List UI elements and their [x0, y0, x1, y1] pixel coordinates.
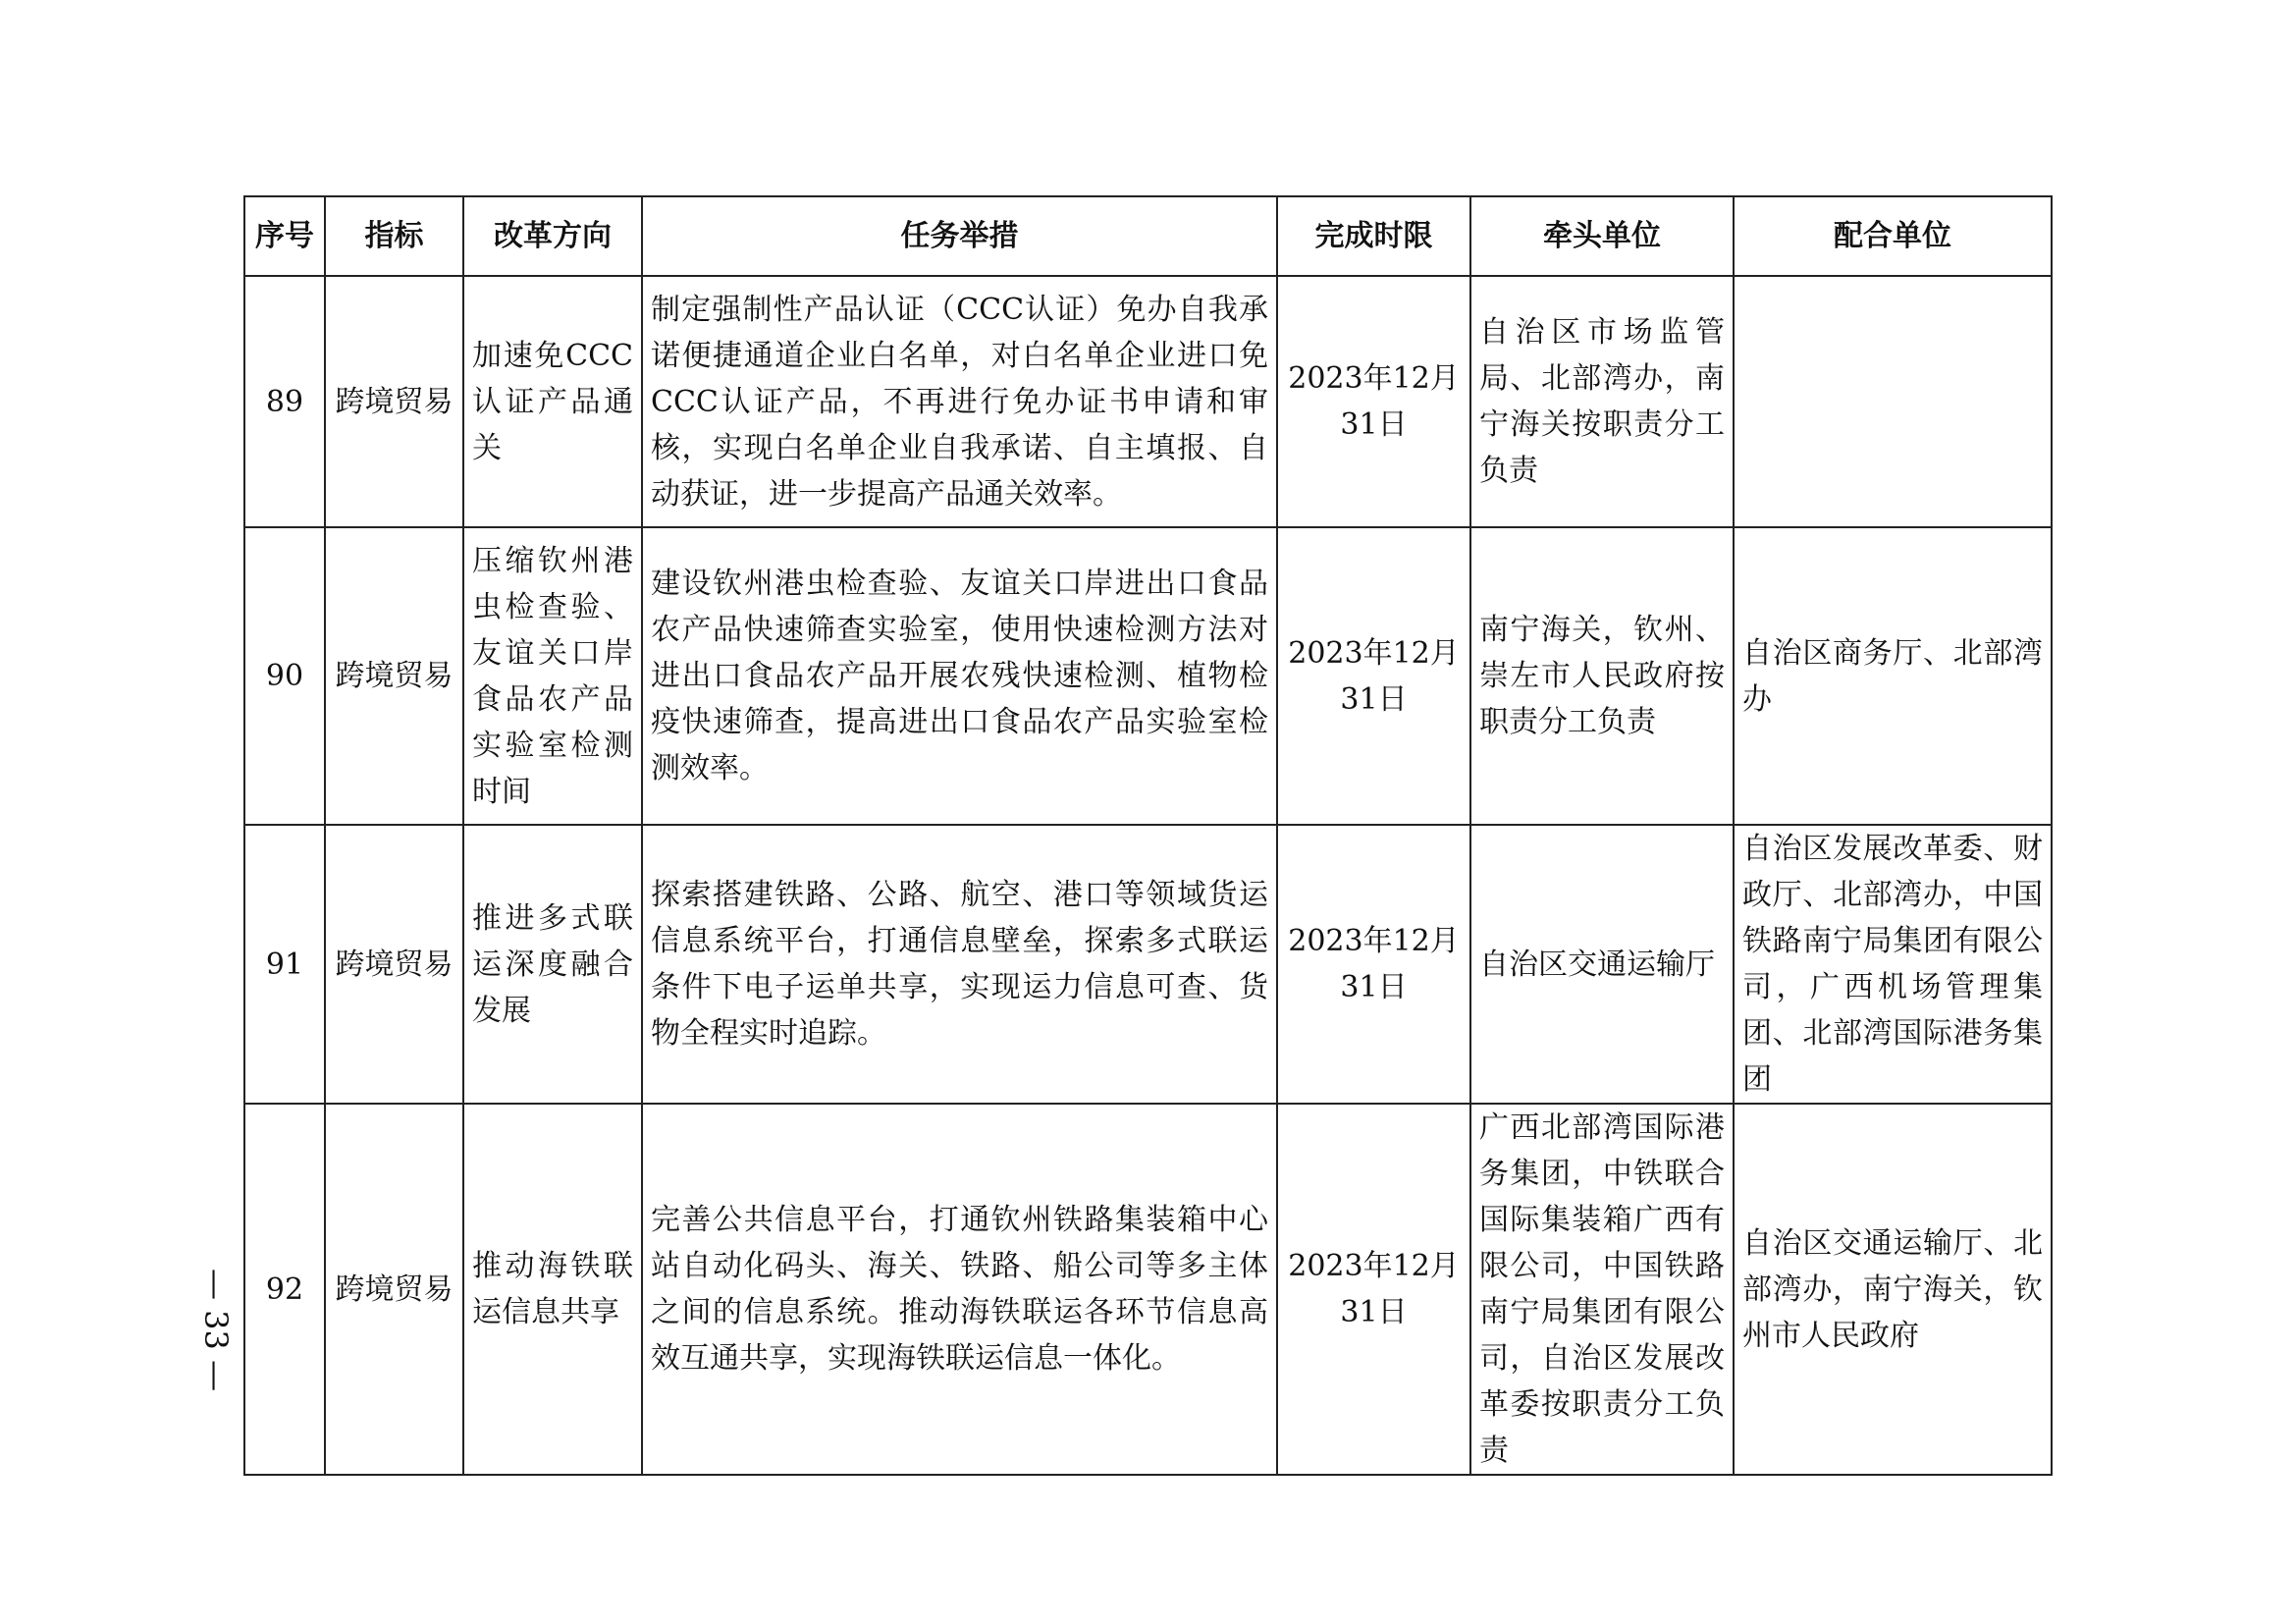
cell-no: 91	[244, 825, 325, 1104]
cell-lead: 自治区交通运输厅	[1470, 825, 1734, 1104]
table-row	[244, 527, 2052, 825]
cell-deadline: 2023年12月31日	[1277, 825, 1470, 1104]
cell-no: 90	[244, 527, 325, 825]
cell-no: 92	[244, 1104, 325, 1475]
cell-no: 89	[244, 276, 325, 527]
task-table	[243, 195, 2053, 1476]
table-row	[244, 825, 2052, 1104]
cell-partners: 自治区交通运输厅、北部湾办，南宁海关，钦州市人民政府	[1734, 1104, 2052, 1475]
header-direction: 改革方向	[463, 196, 642, 276]
header-indicator: 指标	[325, 196, 463, 276]
cell-measures: 制定强制性产品认证（CCC认证）免办自我承诺便捷通道企业白名单，对白名单企业进口免CCC认证产品，不再进行免办证书申请和审核，实现白名单企业自我承诺、自主填报、自动获证，进一步提高产品通关效率。	[642, 276, 1277, 527]
cell-lead: 自治区市场监管局、北部湾办，南宁海关按职责分工负责	[1470, 276, 1734, 527]
header-lead: 牵头单位	[1470, 196, 1734, 276]
cell-indicator: 跨境贸易	[325, 1104, 463, 1475]
table-header-row	[244, 196, 2052, 276]
cell-partners: 自治区发展改革委、财政厅、北部湾办，中国铁路南宁局集团有限公司，广西机场管理集团、北部湾国际港务集团	[1734, 825, 2052, 1104]
cell-deadline: 2023年12月31日	[1277, 1104, 1470, 1475]
cell-deadline: 2023年12月31日	[1277, 276, 1470, 527]
header-partners: 配合单位	[1734, 196, 2052, 276]
table-row	[244, 1104, 2052, 1475]
page-number: — 33 —	[197, 1269, 235, 1392]
cell-lead: 南宁海关，钦州、崇左市人民政府按职责分工负责	[1470, 527, 1734, 825]
cell-indicator: 跨境贸易	[325, 527, 463, 825]
header-no: 序号	[244, 196, 325, 276]
cell-indicator: 跨境贸易	[325, 276, 463, 527]
cell-partners: 自治区商务厅、北部湾办	[1734, 527, 2052, 825]
cell-direction: 压缩钦州港虫检查验、友谊关口岸食品农产品实验室检测时间	[463, 527, 642, 825]
cell-measures: 建设钦州港虫检查验、友谊关口岸进出口食品农产品快速筛查实验室，使用快速检测方法对进出口食品农产品开展农残快速检测、植物检疫快速筛查，提高进出口食品农产品实验室检测效率。	[642, 527, 1277, 825]
table-row	[244, 276, 2052, 527]
cell-lead: 广西北部湾国际港务集团，中铁联合国际集装箱广西有限公司，中国铁路南宁局集团有限公司，自治区发展改革委按职责分工负责	[1470, 1104, 1734, 1475]
cell-indicator: 跨境贸易	[325, 825, 463, 1104]
cell-direction: 加速免CCC认证产品通关	[463, 276, 642, 527]
cell-measures: 完善公共信息平台，打通钦州铁路集装箱中心站自动化码头、海关、铁路、船公司等多主体之间的信息系统。推动海铁联运各环节信息高效互通共享，实现海铁联运信息一体化。	[642, 1104, 1277, 1475]
cell-partners	[1734, 276, 2052, 527]
cell-direction: 推进多式联运深度融合发展	[463, 825, 642, 1104]
cell-deadline: 2023年12月31日	[1277, 527, 1470, 825]
cell-measures: 探索搭建铁路、公路、航空、港口等领域货运信息系统平台，打通信息壁垒，探索多式联运条件下电子运单共享，实现运力信息可查、货物全程实时追踪。	[642, 825, 1277, 1104]
cell-direction: 推动海铁联运信息共享	[463, 1104, 642, 1475]
header-deadline: 完成时限	[1277, 196, 1470, 276]
header-measures: 任务举措	[642, 196, 1277, 276]
